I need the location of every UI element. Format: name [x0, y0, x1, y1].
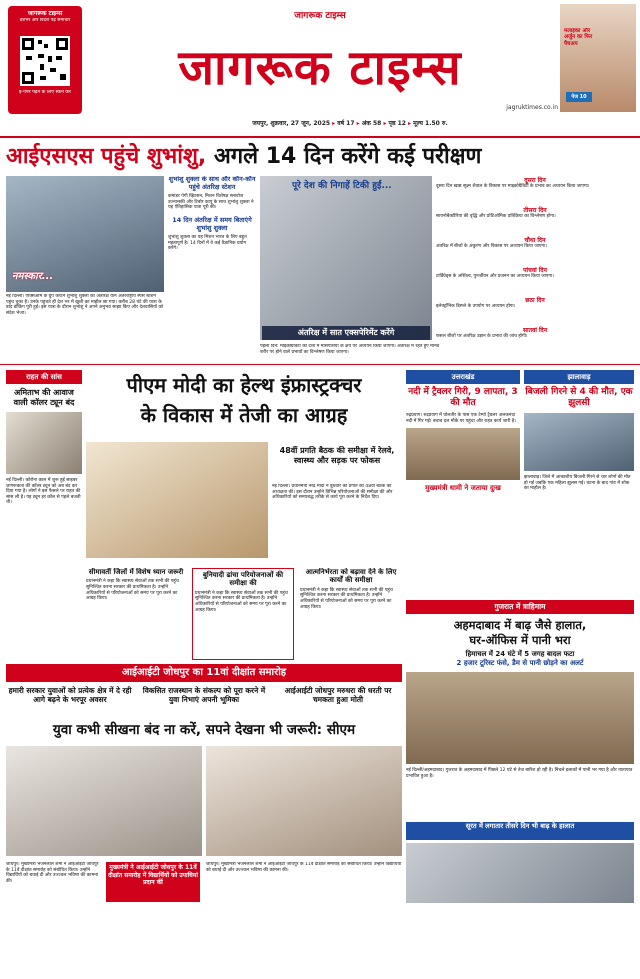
lead-photo-2-caption: पूरे देश की निगाहें टिकी हुईं...	[292, 181, 392, 191]
qr-block-sub: देशभर और विदेश पढ़ें समाचार	[19, 18, 71, 23]
iit-photo-1	[6, 746, 202, 856]
jhalawar-label: झालावाड़	[524, 370, 634, 384]
lead-side	[168, 176, 256, 352]
jhalawar-headline: बिजली गिरने से 4 की मौत, एक झुलसी	[525, 387, 633, 408]
qr-caption: ई-पेपर पढ़ने के लिए स्कैन करें	[19, 90, 71, 95]
qr-block-title: जागरूक टाइम्स	[27, 10, 63, 17]
promo-text: मलाइका और अर्जुन का फिर पैचअप	[564, 28, 593, 47]
gujarat-photo	[406, 672, 634, 764]
separator-icon: ▸	[408, 120, 414, 127]
lead-photo-2	[260, 176, 432, 340]
masthead	[0, 0, 640, 140]
day-item	[436, 176, 634, 206]
website[interactable]: jagruktimes.co.in	[506, 104, 558, 111]
uttarakhand-cm-title: मुख्यमंत्री धामी ने जताया दुःख	[425, 484, 501, 493]
lead-side-body: कमांडर पेगी व्हिटसन, मिशन विशेषज्ञ स्लावोज उज्नान्स्की और टिबोर कापू के साथ शुभांशु शुक्ला ने यह ऐतिहासिक यात्रा पूरी की।	[168, 194, 254, 211]
qr-code-icon[interactable]	[20, 36, 70, 86]
uttarakhand-body: रुद्रप्रयाग। रुद्रप्रयाग में घोलतीर के पास एक टेम्पो ट्रैवलर अलकनंदा नदी में गिर गई। बचाव दल मौके पर पहुंचा और राहत कार्य जारी है।	[406, 413, 517, 424]
separator-icon: ▸	[356, 120, 362, 127]
gujarat-body: नई दिल्ली/अहमदाबाद। गुजरात के अहमदाबाद में पिछले 12 घंटे से तेज बारिश हो रही है। निचले इलाकों में पानी भर गया है और यातायात प्रभावित हुआ है।	[406, 768, 633, 779]
iit-section	[6, 664, 402, 972]
pm-headline	[86, 370, 402, 438]
day-title: चौथा दिन	[524, 237, 546, 244]
pm-col-2	[192, 568, 294, 660]
day-item	[436, 296, 634, 326]
lead-side-body-2: शुभांशु शुक्ला का यह मिशन भारत के लिए बहुत महत्वपूर्ण है। 14 दिनों में वे कई वैज्ञानिक प्रयोग करेंगे।	[168, 235, 247, 252]
gujarat-surat-title: सूरत में लगातार तीसरे दिन भी बाढ़ के हालात	[406, 822, 634, 840]
pm-col-title-1: सीमावर्ती जिलों में विशेष ध्यान जरूरी	[88, 568, 184, 576]
day-item	[436, 206, 634, 236]
relief-column	[6, 370, 82, 660]
gujarat-headline-2: घर-ऑफिस में पानी भरा	[469, 633, 571, 647]
day-body: टार्डिग्रेड्स के अस्तित्व, पुनर्जीवन और प्रजनन का अध्ययन किया जाएगा।	[436, 274, 554, 279]
day-title: पांचवां दिन	[523, 267, 547, 274]
price: मूल्य 1.50 रु.	[413, 120, 448, 127]
gujarat-sub-2: 2 हजार टूरिस्ट फंसे, डैम से पानी छोड़ने का अलर्ट	[456, 659, 584, 667]
pm-headline-2: के विकास में तेजी का आग्रह	[140, 403, 348, 427]
pm-headline-1: पीएम मोदी का हेल्थ इंफ्रास्ट्रक्चर	[126, 373, 362, 397]
lead-headline-red: आईएसएस पहुंचे शुभांशु,	[6, 144, 207, 169]
iit-body-2: जोधपुर। मुख्यमंत्री भजनलाल शर्मा ने आईआईटी जोधपुर के 11वें दीक्षांत समारोह को संबोधित किया। उन्होंने विद्यार्थियों को बधाई दी और उज्ज्वल भविष्य की कामना की।	[206, 862, 402, 873]
iit-col-2: विकसित राजस्थान के संकल्प को पूरा करने में युवा निभाएं अपनी भूमिका	[142, 686, 266, 704]
lead-headline	[6, 142, 634, 172]
day-body: इलेक्ट्रॉनिक डिस्प्ले के उपयोग पर अध्ययन होगा।	[436, 304, 516, 309]
pm-col-title-2: बुनियादी ढांचा परियोजनाओं की समीक्षा की	[202, 571, 284, 588]
gujarat-surat-photo	[406, 843, 634, 903]
pm-meeting-title: 48वीं प्रगति बैठक की समीक्षा में रेलवे, स्वास्थ्य और सड़क पर फोकस	[279, 446, 395, 465]
lead-body: नई दिल्ली। एक्सिओम के ग्रुप कैप्टन शुभांशु शुक्ला का अंतरिक्ष यान अंतरराष्ट्रीय स्पेस स्टेशन पहुंच चुका है। उनके पहुंचते ही देश भर में खुशी का माहौल छा गया। करीब 28 घंटे की यात्रा के बाद डॉकिंग पूरी हुई। इस यात्रा के दौरान शुभांशु ने अपने अनुभव साझा किए और देशवासियों को संदेश भेजा।	[6, 294, 164, 316]
iit-col-1: हमारी सरकार युवाओं को प्रत्येक क्षेत्र में दे रही आगे बढ़ने के भरपूर अवसर	[8, 686, 132, 704]
iit-photo-2	[206, 746, 402, 856]
day-body: दूसरा दिन खाद्य सूक्ष्म शैवाल के विकास पर माइक्रोग्रैविटी के प्रभाव का अध्ययन किया जाएगा।	[436, 184, 590, 189]
iit-bottom-strip: मुख्यमंत्री ने आईआईटी जोधपुर के 11वें दीक्षांत समारोह में विद्यार्थियों को उपाधियां प्रदान कीं	[106, 862, 200, 902]
pm-col-3	[300, 568, 402, 660]
gujarat-label: गुजरात में त्राहिमाम	[406, 600, 634, 614]
lead-days	[436, 176, 634, 358]
separator-icon: ▸	[383, 120, 389, 127]
top-label: जागरूक टाइम्स	[294, 11, 346, 21]
jhalawar-photo	[524, 413, 634, 471]
day-item	[436, 266, 634, 296]
gujarat-section	[406, 600, 634, 972]
pm-col-body-2: प्रधानमंत्री ने कहा कि स्वास्थ्य सेवाओं तक सभी की पहुंच सुनिश्चित करना सरकार की प्राथमिकता है। उन्होंने अधिकारियों से परियोजनाओं को समय पर पूरा करने का आग्रह किया।	[195, 590, 288, 613]
gujarat-sub-1: हिमाचल में 24 घंटे में 5 जगह बादल फटा	[465, 650, 575, 658]
iit-headline: युवा कभी सीखना बंद ना करें, सपने देखना भी जरूरी: सीएम	[52, 722, 356, 738]
separator-icon: ▸	[332, 120, 338, 127]
relief-label: राहत की सांस	[6, 370, 82, 384]
jhalawar-section	[524, 370, 634, 596]
lead-photo-caption: नमस्कार...	[12, 271, 54, 282]
pm-col-body-3: प्रधानमंत्री ने कहा कि स्वास्थ्य सेवाओं तक सभी की पहुंच सुनिश्चित करना सरकार की प्राथमिकता है। उन्होंने अधिकारियों से परियोजनाओं को समय पर पूरा करने का आग्रह किया।	[300, 587, 393, 610]
gujarat-headline-1: अहमदाबाद में बाढ़ जैसे हालात,	[453, 618, 587, 632]
jhalawar-body: झालावाड़। जिले में आकाशीय बिजली गिरने से चार लोगों की मौत हो गई जबकि एक महिला झुलस गई। घटना के बाद गांव में शोक का माहौल है।	[524, 475, 631, 492]
lead-headline-black: अगले 14 दिन करेंगे कई परीक्षण	[213, 144, 482, 169]
date-line: जयपुर, शुक्रवार, 27 जून, 2025	[252, 120, 331, 127]
newspaper-title: जागरूक टाइम्स	[178, 40, 462, 96]
relief-body: नई दिल्ली। कोरोना काल में शुरू हुई साइबर जागरूकता की कॉलर ट्यून को अब बंद कर दिया गया है। लोगों ने इस फैसले पर राहत की सांस ली है। यह ट्यून हर कॉल से पहले बजती थी।	[6, 478, 81, 506]
pm-col-title-3: आत्मनिर्भरता को बढ़ावा देने के लिए कार्यों की समीक्षा	[305, 568, 397, 585]
iit-body: जोधपुर। मुख्यमंत्री भजनलाल शर्मा ने आईआईटी जोधपुर के 11वें दीक्षांत समारोह को संबोधित किया। उन्होंने विद्यार्थियों को बधाई दी और उज्ज्वल भविष्य की कामना की।	[6, 862, 99, 884]
pm-body: नई दिल्ली। प्रधानमंत्री नरेंद्र मोदी ने बुधवार को प्रगति की 48वीं बैठक की अध्यक्षता की। इस दौरान उन्होंने विभिन्न परियोजनाओं की समीक्षा की और अधिकारियों को समयबद्ध तरीके से कार्य पूरा करने के निर्देश दिए।	[272, 484, 393, 501]
day-body: फसल बीजों पर अंतरिक्ष उड़ान के प्रभाव की जांच होगी।	[436, 334, 528, 339]
day-title: तीसरा दिन	[523, 207, 547, 214]
day-item	[436, 326, 634, 356]
day-title: छठा दिन	[525, 297, 545, 304]
issue: अंक 58	[361, 120, 382, 127]
day-title: दूसरा दिन	[524, 177, 546, 184]
lead-photo-2-banner: अंतरिक्ष में सात एक्सपेरिमेंट करेंगे	[262, 326, 430, 340]
lead-side-title-2: 14 दिन अंतरिक्ष में समय बिताएंगे शुभांशु शुक्ला	[172, 215, 252, 232]
relief-title: अमिताभ की आवाज वाली कॉलर ट्यून बंद	[13, 388, 75, 407]
iit-col-3: आईआईटी जोधपुर मरुधरा की धरती पर चमकता हुआ मोती	[284, 686, 392, 704]
day-body: सायनोबैक्टीरिया की वृद्धि और प्रोटिओमिक प्रतिक्रिया का विश्लेषण होगा।	[436, 214, 556, 219]
year: वर्ष 17	[337, 120, 355, 127]
section-rule	[0, 364, 640, 365]
masthead-rule	[0, 136, 640, 138]
iit-banner: आईआईटी जोधपुर का 11वां दीक्षांत समारोह	[6, 664, 402, 682]
date-strip	[140, 118, 560, 130]
qr-block	[8, 6, 82, 114]
promo-page[interactable]: पेज 10	[566, 92, 592, 102]
day-item	[436, 236, 634, 266]
pm-col-1	[86, 568, 186, 660]
uttarakhand-label: उत्तराखंड	[406, 370, 520, 384]
uttarakhand-section	[406, 370, 520, 596]
pm-columns	[86, 568, 402, 660]
pm-photo	[86, 442, 268, 558]
lead-bottom-text: पहला दिन: माइक्रोग्रैविटी की दशा में मांसपेशियों के क्षय पर अध्ययन किया जाएगा। अंतरिक्ष में रहते हुए मानव शरीर पर होने वाले प्रभावों का विश्लेषण किया जाएगा।	[260, 344, 440, 355]
pages: पृष्ठ 12	[388, 120, 406, 127]
relief-photo	[6, 412, 82, 474]
uttarakhand-photo	[406, 428, 520, 480]
pm-col-body-1: प्रधानमंत्री ने कहा कि स्वास्थ्य सेवाओं तक सभी की पहुंच सुनिश्चित करना सरकार की प्राथमिकता है। उन्होंने अधिकारियों से परियोजनाओं को समय पर पूरा करने का आग्रह किया।	[86, 579, 179, 602]
uttarakhand-headline: नदी में ट्रैवलर गिरी, 9 लापता, 3 की मौत	[408, 387, 518, 408]
day-body: अंतरिक्ष में बीजों के अंकुरण और विकास पर अध्ययन किया जाएगा।	[436, 244, 547, 249]
day-title: सातवां दिन	[522, 327, 548, 334]
lead-side-title: शुभांशु शुक्ला के साथ और कौन-कौन पहुंचे अंतरिक्ष स्टेशन	[168, 176, 256, 191]
